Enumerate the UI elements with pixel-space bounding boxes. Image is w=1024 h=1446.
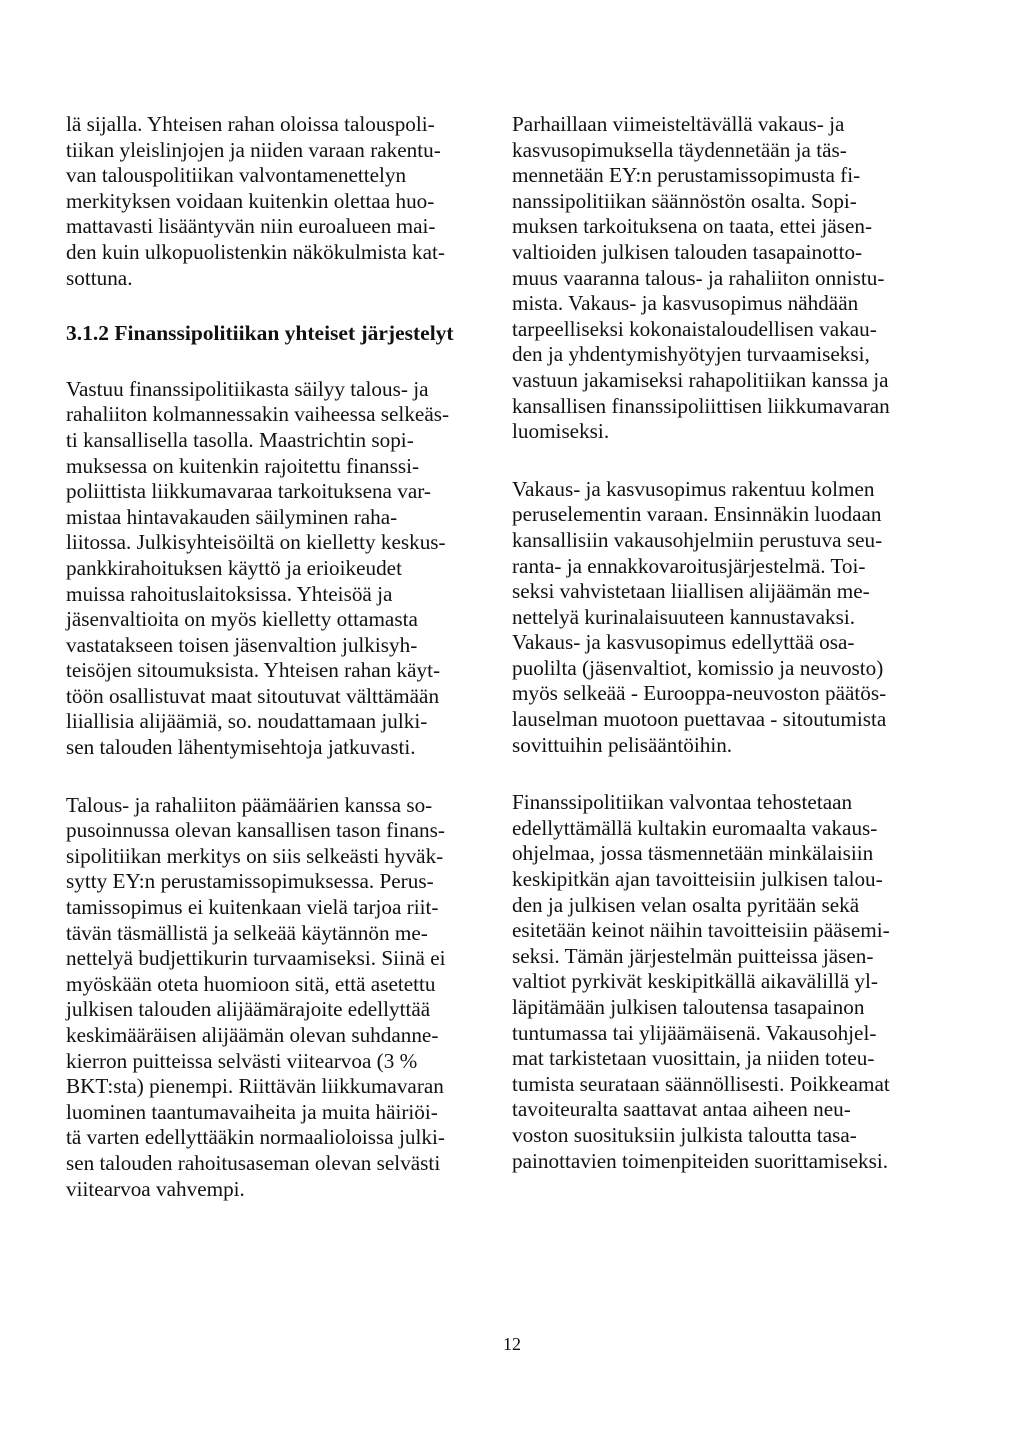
text-line: muksen tarkoituksena on taata, ettei jäsen- xyxy=(512,214,873,239)
text-line: mattavasti lisääntyvän niin euroalueen mai- xyxy=(66,214,436,239)
left-paragraph-1 xyxy=(66,112,494,291)
text-line: keskimääräisen alijäämän olevan suhdanne- xyxy=(66,1023,439,1047)
text-line: Talous- ja rahaliiton päämäärien kanssa so- xyxy=(66,792,433,817)
text-line: seksi. Tämän järjestelmän puitteissa jäsen- xyxy=(512,943,874,968)
text-line: lauselman muotoon puettavaa - sitoutumista xyxy=(512,707,887,732)
text-line: julkisen talouden alijäämärajoite edellyttää xyxy=(66,997,431,1022)
text-line: ti kansallisella tasolla. Maastrichtin sopi- xyxy=(66,427,414,452)
text-line: sipolitiikan merkitys on siis selkeästi hyväk- xyxy=(66,843,444,868)
text-line: tävän täsmällistä ja selkeää käytännön me- xyxy=(66,920,428,945)
text-line: poliittista liikkumavaraa tarkoituksena var- xyxy=(66,479,431,504)
text-line: sytty EY:n perustamissopimuksessa. Perus- xyxy=(66,869,434,894)
text-line: läpitämään julkisen taloutensa tasapainon xyxy=(512,995,865,1019)
text-line: rahaliiton kolmannessakin vaiheessa selkeäs- xyxy=(66,402,450,427)
text-line: van talouspolitiikan valvontamenettelyn xyxy=(66,163,407,188)
text-line: myös selkeää - Eurooppa-neuvoston päätös- xyxy=(512,681,887,706)
right-paragraph-3 xyxy=(512,790,954,1174)
text-line: mat tarkistetaan vuosittain, ja niiden toteu- xyxy=(512,1046,875,1071)
text-line: tuntumassa tai ylijäämäisenä. Vakausohjel- xyxy=(512,1020,877,1045)
text-line: Vakaus- ja kasvusopimus rakentuu kolmen xyxy=(512,476,875,501)
text-line: nettelyä kurinalaisuuteen kannustavaksi. xyxy=(512,604,856,629)
text-line: valtioiden julkisen talouden tasapainotto- xyxy=(512,239,863,264)
text-line: sen talouden lähentymisehtoja jatkuvasti. xyxy=(66,735,416,760)
text-line: jäsenvaltioita on myös kielletty ottamasta xyxy=(66,607,418,632)
text-line: den ja yhdentymishyötyjen turvaamiseksi, xyxy=(512,342,870,367)
text-line: tumista seurataan säännöllisesti. Poikkeamat xyxy=(512,1071,890,1096)
text-line: BKT:sta) pienempi. Riittävän liikkumavaran xyxy=(66,1074,444,1099)
text-line: merkityksen voidaan kuitenkin olettaa huo- xyxy=(66,188,435,213)
text-line: ohjelmaa, jossa täsmennetään minkälaisiin xyxy=(512,841,874,866)
text-line: kierron puitteissa selvästi viitearvoa (3 % xyxy=(66,1048,418,1073)
section-heading: 3.1.2 Finanssipolitiikan yhteiset järjestelyt xyxy=(66,321,454,346)
text-line: tä varten edellyttääkin normaalioloissa julki- xyxy=(66,1125,445,1150)
left-column xyxy=(66,112,494,1202)
text-line: tavoiteuralta saattavat antaa aiheen neu- xyxy=(512,1097,851,1122)
text-line: mista. Vakaus- ja kasvusopimus nähdään xyxy=(512,291,859,316)
text-line: tamissopimus ei kuitenkaan vielä tarjoa riit- xyxy=(66,895,439,920)
text-line: kansallisen finanssipoliittisen liikkumavaran xyxy=(512,393,890,418)
right-paragraph-2 xyxy=(512,477,954,759)
text-line: vastatakseen toisen jäsenvaltion julkisyh- xyxy=(66,632,418,657)
text-line: viitearvoa vahvempi. xyxy=(66,1176,245,1201)
text-line: Parhaillaan viimeisteltävällä vakaus- ja xyxy=(512,112,845,136)
text-line: den ja julkisen velan osalta pyritään sekä xyxy=(512,892,860,917)
text-line: luomiseksi. xyxy=(512,419,610,444)
text-line: valtiot pyrkivät keskipitkällä aikavälillä yl- xyxy=(512,969,878,994)
text-line: Vastuu finanssipolitiikasta säilyy talous- ja xyxy=(66,376,429,401)
text-line: lä sijalla. Yhteisen rahan oloissa talouspoli- xyxy=(66,112,435,136)
text-line: myöskään oteta huomioon sitä, että asetettu xyxy=(66,971,436,996)
right-paragraph-1 xyxy=(512,112,954,445)
text-line: sovittuihin pelisääntöihin. xyxy=(512,732,733,757)
text-line: nettelyä budjettikurin turvaamiseksi. Siinä ei xyxy=(66,946,446,971)
text-line: edellyttämällä kultakin euromaalta vakaus- xyxy=(512,815,878,840)
text-line: esitetään keinot näihin tavoitteisiin pääsemi- xyxy=(512,918,890,943)
text-line: painottavien toimenpiteiden suorittamiseksi. xyxy=(512,1148,889,1173)
right-column xyxy=(512,112,954,1174)
text-line: voston suosituksiin julkista taloutta tasa- xyxy=(512,1122,857,1147)
text-line: muissa rahoituslaitoksissa. Yhteisöä ja xyxy=(66,581,393,606)
text-line: töön osallistuvat maat sitoutuvat välttämään xyxy=(66,683,440,708)
text-line: kansallisiin vakausohjelmiin perustuva seu- xyxy=(512,527,883,552)
text-line: luominen taantumavaiheita ja muita häiriöi- xyxy=(66,1099,438,1124)
text-line: liitossa. Julkisyhteisöiltä on kielletty keskus- xyxy=(66,530,446,555)
text-line: sen talouden rahoitusaseman olevan selvästi xyxy=(66,1150,441,1175)
page-number: 12 xyxy=(503,1334,521,1354)
text-line: keskipitkän ajan tavoitteisiin julkisen talou- xyxy=(512,867,883,892)
text-line: muksessa on kuitenkin rajoitettu finanssi- xyxy=(66,453,420,478)
left-paragraph-2 xyxy=(66,377,494,761)
text-line: liiallisia alijäämiä, so. noudattamaan julki- xyxy=(66,709,428,734)
text-line: nanssipolitiikan säännöstön osalta. Sopi- xyxy=(512,188,857,213)
text-line: tiikan yleislinjojen ja niiden varaan rakentu- xyxy=(66,137,441,162)
text-line: kasvusopimuksella täydennetään ja täs- xyxy=(512,137,847,162)
text-line: teisöjen sitoumuksista. Yhteisen rahan käyt- xyxy=(66,658,441,683)
text-line: pusoinnussa olevan kansallisen tason finans- xyxy=(66,818,445,843)
text-line: den kuin ulkopuolistenkin näkökulmista kat- xyxy=(66,239,445,264)
left-paragraph-3 xyxy=(66,793,494,1203)
text-line: Vakaus- ja kasvusopimus edellyttää osa- xyxy=(512,630,855,655)
text-line: seksi vahvistetaan liiallisen alijäämän me- xyxy=(512,579,870,604)
text-line: mennetään EY:n perustamissopimusta fi- xyxy=(512,163,861,188)
text-line: tarpeelliseksi kokonaistaloudellisen vakau- xyxy=(512,316,877,341)
text-line: vastuun jakamiseksi rahapolitiikan kanssa ja xyxy=(512,367,889,392)
text-line: pankkirahoituksen käyttö ja erioikeudet xyxy=(66,555,402,580)
text-line: muus vaaranna talous- ja rahaliiton onnistu- xyxy=(512,265,885,290)
text-line: puolilta (jäsenvaltiot, komissio ja neuvosto) xyxy=(512,655,884,680)
text-line: sottuna. xyxy=(66,265,133,290)
text-line: mistaa hintavakauden säilyminen raha- xyxy=(66,504,398,529)
text-line: Finanssipolitiikan valvontaa tehostetaan xyxy=(512,790,853,815)
text-line: ranta- ja ennakkovaroitusjärjestelmä. Toi- xyxy=(512,553,866,578)
text-line: peruselementin varaan. Ensinnäkin luodaan xyxy=(512,502,882,527)
